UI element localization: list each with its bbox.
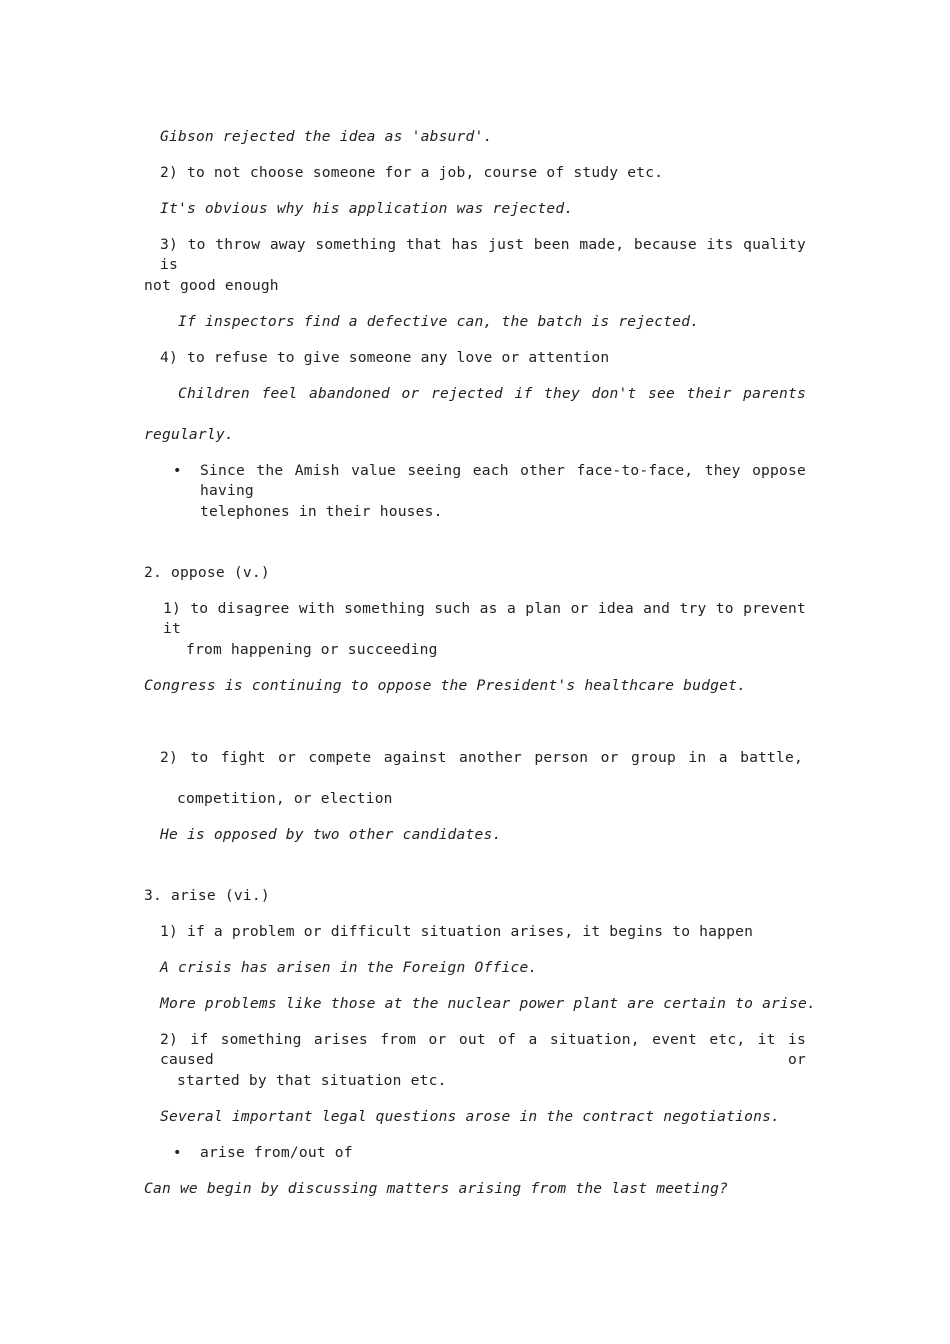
example-sentence: Congress is continuing to oppose the President's healthcare budget. (144, 677, 747, 694)
example-sentence: More problems like those at the nuclear power plant are certain to arise. (160, 995, 816, 1012)
example-sentence: If inspectors find a defective can, the batch is rejected. (178, 313, 700, 330)
bullet-marker: • (173, 1145, 182, 1161)
bullet-item-text: Since the Amish value seeing each other face-to-face, they oppose having (200, 462, 806, 499)
example-sentence: Children feel abandoned or rejected if they don't see their parents (178, 385, 806, 402)
definition-line: 1) to disagree with something such as a plan or idea and try to prevent it (163, 600, 806, 637)
entry-heading-arise: 3. arise (vi.) (144, 887, 270, 904)
example-sentence: It's obvious why his application was rejected. (160, 200, 574, 217)
definition-line: 2) if something arises from or out of a situation, event etc, it is caused or (160, 1031, 806, 1068)
bullet-marker: • (173, 463, 182, 479)
definition-line-continued: not good enough (144, 277, 279, 294)
example-sentence-continued: regularly. (144, 426, 234, 443)
definition-line-continued: from happening or succeeding (186, 641, 438, 658)
definition-line: 2) to fight or compete against another person or group in a battle, (160, 749, 803, 766)
example-sentence: He is opposed by two other candidates. (160, 826, 502, 843)
definition-line: 1) if a problem or difficult situation arises, it begins to happen (160, 923, 754, 940)
bullet-item-text-continued: telephones in their houses. (200, 503, 443, 520)
definition-line: 3) to throw away something that has just been made, because its quality is (160, 236, 806, 273)
definition-line: 2) to not choose someone for a job, course of study etc. (160, 164, 664, 181)
definition-line-continued: started by that situation etc. (177, 1072, 447, 1089)
example-sentence: Can we begin by discussing matters arising from the last meeting? (144, 1180, 729, 1197)
entry-heading-oppose: 2. oppose (v.) (144, 564, 270, 581)
example-sentence: Gibson rejected the idea as 'absurd'. (160, 128, 493, 145)
example-sentence: Several important legal questions arose in the contract negotiations. (160, 1108, 781, 1125)
definition-line: 4) to refuse to give someone any love or attention (160, 349, 610, 366)
definition-line-continued: competition, or election (177, 790, 393, 807)
example-sentence: A crisis has arisen in the Foreign Office. (160, 959, 538, 976)
bullet-item-text: arise from/out of (200, 1144, 353, 1161)
